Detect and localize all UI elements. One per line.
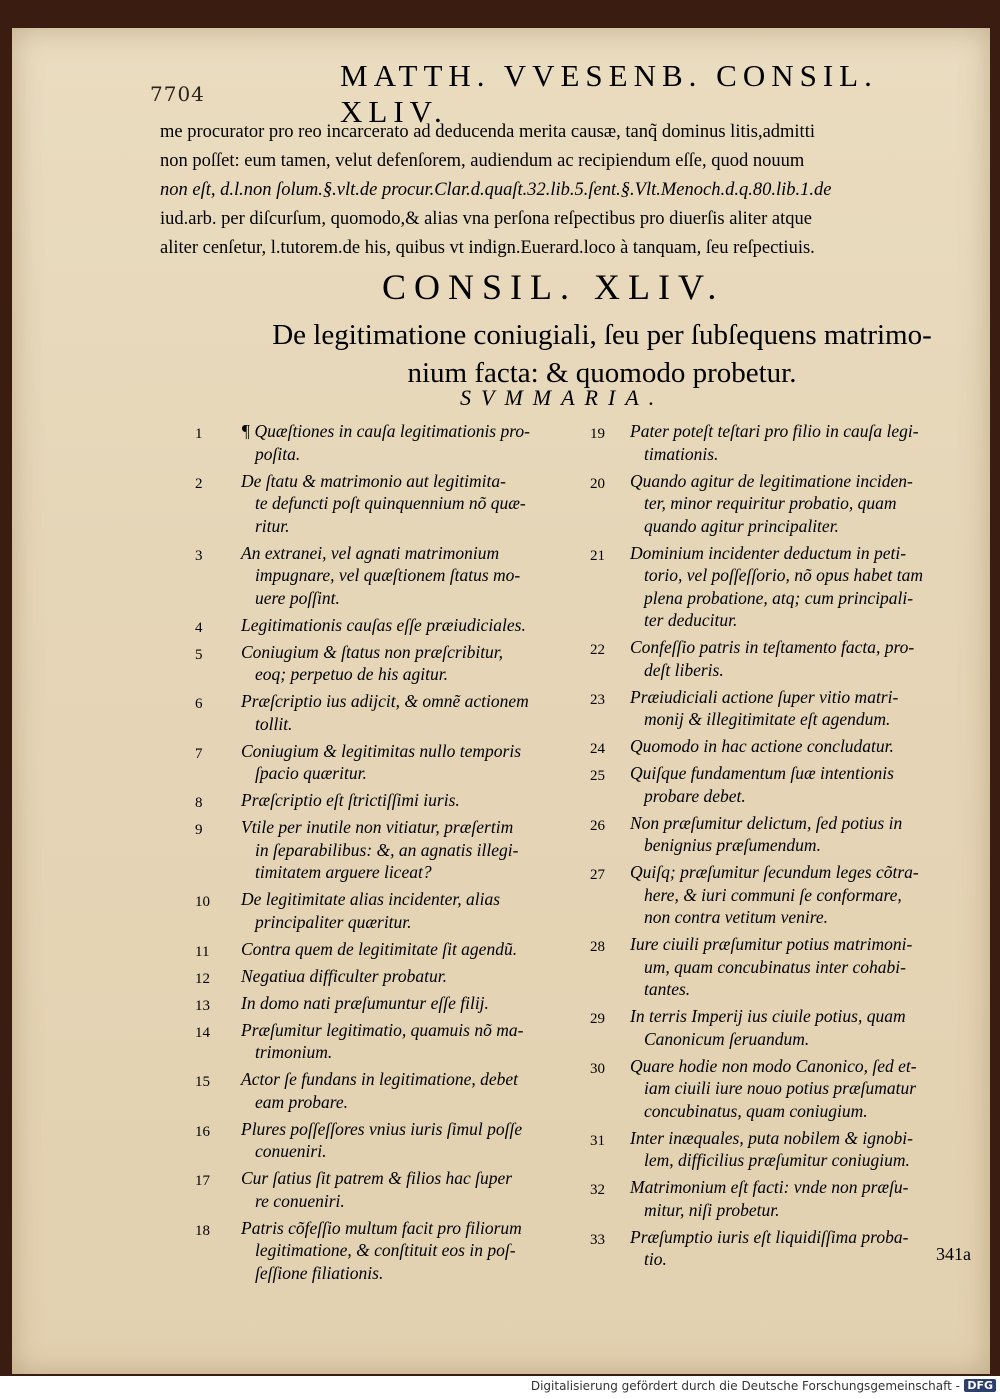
summary-entry-line: mitur, niſi probetur. [644, 1199, 780, 1220]
summary-entry-number: 29 [590, 1011, 605, 1027]
summary-entry-number: 31 [590, 1132, 605, 1149]
intro-paragraph [160, 118, 960, 263]
summary-entry-line: Cur ſatius ſit patrem & filios hac ſuper [241, 1168, 513, 1188]
subject-line: De legitimatione coniugiali, ſeu per ſubſequens matrimo- [272, 319, 932, 351]
summary-entry-line: uere poſſint. [255, 587, 340, 608]
summary-entry-line: In domo nati præſumuntur eſſe filij. [241, 992, 489, 1013]
summary-entry-line: Coniugium & legitimitas nullo temporis [241, 740, 522, 761]
summary-entry-line: probare debet. [644, 785, 746, 806]
summary-entry-line: Pater poteſt teſtari pro filio in cauſa legi- [630, 421, 919, 441]
funding-credit: Digitalisierung gefördert durch die Deutsche Forschungsgemeinschaft - [530, 1379, 960, 1393]
intro-line: non eſt, d.l.non ſolum.§.vlt.de procur.Clar.d.quaſt.32.lib.5.ſent.§.Vlt.Menoch.d.q.80.lib.1.de [160, 180, 832, 200]
summary-entry-line: Quando agitur de legitimatione inciden- [630, 470, 913, 491]
summary-entry-line: torio, vel poſſeſſorio, nõ opus habet tam [644, 565, 924, 585]
summary-entry-number: 17 [195, 1173, 210, 1189]
summary-entry-text [241, 614, 605, 637]
intro-line: iud.arb. per diſcurſum, quomodo,& alias vna perſona reſpectibus pro diuerſis aliter atque [160, 209, 812, 229]
summary-entry-number: 2 [195, 475, 203, 492]
summary-entry-text [241, 1167, 605, 1212]
summary-entry-number: 8 [195, 795, 203, 811]
summary-entry-number: 33 [590, 1231, 605, 1248]
summary-entry-line: Actor ſe fundans in legitimatione, debet [241, 1069, 519, 1089]
summary-entry-text [630, 1127, 990, 1172]
summary-entry-text [630, 762, 990, 807]
summary-entry-line: here, & iuri communi ſe conformare, [644, 884, 902, 905]
summary-entry-line: monij & illegitimitate eſt agendum. [644, 709, 891, 729]
summary-entry-line: timationis. [644, 443, 719, 464]
summary-entry-line: tollit. [255, 713, 293, 734]
summary-entry-number: 25 [590, 768, 605, 784]
summary-entry-line: concubinatus, quam coniugium. [644, 1100, 868, 1121]
summaria-heading: SVMMARIA. [460, 385, 665, 410]
summary-entry-number: 16 [195, 1123, 210, 1140]
summary-entry-line: Quomodo in hac actione concludatur. [630, 736, 894, 756]
summary-entry-line: Canonicum ſeruandum. [644, 1028, 810, 1049]
summary-entry-line: impugnare, vel quæſtionem ſtatus mo- [255, 565, 521, 585]
summary-entry-text [630, 686, 990, 731]
summary-entry-text [241, 1217, 605, 1285]
running-head: MATTH. VVESENB. CONSIL. XLIV. [340, 58, 878, 129]
summary-entry-line: Legitimationis cauſas eſſe præiudiciales. [241, 614, 526, 635]
summary-entry-line: principaliter quæritur. [255, 911, 412, 932]
summary-entry-line: lem, difficilius præſumitur coniugium. [644, 1150, 910, 1170]
summary-entry-line: Quare hodie non modo Canonico, ſed et- [630, 1055, 917, 1076]
summary-entry-line: um, quam concubinatus inter cohabi- [644, 956, 906, 977]
summary-entry-text [630, 420, 990, 465]
summary-entry-line: quando agitur principaliter. [644, 515, 839, 536]
summary-entry-line: Confeſſio patris in teſtamento facta, pro- [630, 637, 915, 657]
summary-entry-line: Dominium incidenter deductum in peti- [630, 542, 907, 563]
summary-entry-line: Negatiua difficulter probatur. [241, 965, 447, 986]
summary-entry-line: ¶ Quæſtiones in cauſa legitimationis pro- [241, 421, 530, 441]
summary-entry-line: re conueniri. [255, 1190, 345, 1211]
summary-entry-line: Patris cõfeſſio multum facit pro filiorum [241, 1217, 522, 1238]
summary-entry-text [630, 470, 990, 538]
summary-entry-line: ſeſſione filiationis. [255, 1262, 384, 1283]
summary-entry-line: tio. [644, 1249, 667, 1269]
summary-entry-line: Coniugium & ſtatus non præſcribitur, [241, 641, 504, 662]
summary-entry-line: trimonium. [255, 1042, 333, 1062]
summary-entry-text [630, 861, 990, 929]
summary-entry-text [241, 965, 605, 988]
summary-entry-text [241, 690, 605, 735]
summary-entry-line: poſita. [255, 443, 301, 464]
consilium-title: CONSIL. XLIV. [382, 267, 725, 307]
summary-entry-text [630, 812, 990, 857]
summary-entry-number: 12 [195, 970, 210, 987]
summary-entry-line: Contra quem de legitimitate ſit agendũ. [241, 938, 518, 959]
subject-line: nium facta: & quomodo probetur. [407, 357, 797, 389]
summary-entry-text [630, 636, 990, 681]
summary-entry-text [241, 1118, 605, 1163]
summary-entry-number: 7 [195, 745, 203, 762]
summary-entry-number: 30 [590, 1060, 605, 1077]
summary-entry-number: 19 [590, 426, 605, 442]
summary-entry-number: 21 [590, 547, 605, 564]
summary-entry-text [630, 1005, 990, 1050]
summary-entry-line: Iure ciuili præſumitur potius matrimoni- [630, 934, 913, 954]
summary-entry-line: An extranei, vel agnati matrimonium [241, 542, 500, 563]
intro-line: non poſſet: eum tamen, velut defenſorem, audiendum ac recipiendum eſſe, quod nouum [160, 151, 805, 171]
summary-entry-number: 20 [590, 475, 605, 492]
summary-entry-text [241, 816, 605, 884]
consilium-subject [232, 316, 972, 392]
summary-entry-line: eam probare. [255, 1091, 348, 1112]
summary-entry-line: eoq; perpetuo de his agitur. [255, 664, 448, 684]
summary-entry-number: 22 [590, 642, 605, 658]
summary-entry-number: 10 [195, 894, 210, 910]
summary-entry-line: iam ciuili iure nouo potius præſumatur [644, 1078, 917, 1098]
summary-entry-number: 23 [590, 691, 605, 708]
summary-entry-number: 28 [590, 939, 605, 955]
summary-entry-number: 26 [590, 817, 605, 834]
summary-entry-number: 1 [195, 426, 203, 442]
summary-entry-line: benignius præſumendum. [644, 835, 821, 855]
summary-entry-number: 11 [195, 943, 210, 960]
summary-entry-number: 6 [195, 696, 203, 712]
summary-entry-line: Præſcriptio ius adijcit, & omnẽ actionem [241, 691, 529, 711]
summary-entry-line: Præiudiciali actione ſuper vitio matri- [630, 686, 899, 707]
summary-entry-line: Plures poſſeſſores vnius iuris ſimul poſſe [241, 1118, 523, 1139]
summary-entry-text [241, 740, 605, 785]
summary-entry-line: Quiſq; præſumitur ſecundum leges cõtra- [630, 862, 919, 882]
summary-entry-text [241, 542, 605, 610]
summary-entry-line: legitimatione, & conſtituit eos in poſ- [255, 1240, 516, 1260]
summary-entry-number: 4 [195, 619, 203, 636]
summary-entry-number: 5 [195, 646, 203, 663]
intro-line: me procurator pro reo incarcerato ad deducenda merita causæ, tanq̃ dominus litis,admitti [160, 122, 815, 142]
summary-entry-line: tantes. [644, 979, 691, 999]
summary-entry-line: De ſtatu & matrimonio aut legitimita- [241, 470, 506, 491]
summary-entry-line: non contra vetitum venire. [644, 907, 829, 927]
summary-entry-line: in ſeparabilibus: &, an agnatis illegi- [255, 839, 519, 860]
summary-entry-line: Quiſque fundamentum ſuæ intentionis [630, 763, 894, 783]
summary-entry-line: ter, minor requiritur probatio, quam [644, 493, 897, 513]
summary-entry-line: timitatem arguere liceat? [255, 862, 432, 882]
summary-entry-number: 32 [590, 1182, 605, 1198]
summary-entry-text [241, 789, 605, 812]
digitization-footer [0, 1376, 1000, 1399]
summary-entry-line: te defuncti poſt quinquennium nõ quæ- [255, 493, 526, 513]
summary-entry-text [241, 1068, 605, 1113]
page-header [150, 58, 950, 129]
folio-number: 7704 [150, 82, 205, 106]
catchword: 341a [936, 1244, 971, 1264]
summary-entry-line: In terris Imperij ius ciuile potius, quam [630, 1006, 906, 1026]
summary-entry-text [241, 470, 605, 538]
summary-entry-text [241, 641, 605, 686]
summary-entry-number: 3 [195, 547, 203, 564]
summary-entry-text [241, 888, 605, 933]
summary-entry-number: 27 [590, 867, 605, 883]
summary-entry-line: Inter inæquales, puta nobilem & ignobi- [630, 1127, 913, 1148]
summary-entry-line: Præſumitur legitimatio, quamuis nõ ma- [241, 1019, 524, 1040]
summary-entry-text [241, 420, 605, 465]
summary-entry-text [630, 542, 990, 632]
summary-entry-line: ter deducitur. [644, 610, 738, 630]
summary-entry-line: Præſcriptio eſt ſtrictiſſimi iuris. [241, 790, 460, 810]
summary-entry-text [630, 735, 990, 758]
summary-entry-text [241, 938, 605, 961]
summary-entry-line: ſpacio quæritur. [255, 763, 367, 783]
summary-entry-number: 15 [195, 1074, 210, 1090]
summary-entry-number: 24 [590, 741, 605, 757]
intro-line: aliter cenſetur, l.tutorem.de his, quibus vt indign.Euerard.loco à tanquam, ſeu reſpectiuis. [160, 238, 815, 258]
summary-entry-line: Vtile per inutile non vitiatur, præſertim [241, 817, 514, 837]
summary-entry-line: Præſumptio iuris eſt liquidiſſima proba- [630, 1226, 909, 1247]
summary-entry-text [241, 992, 605, 1015]
summary-entry-line: deſt liberis. [644, 659, 724, 680]
summary-entry-line: ritur. [255, 515, 290, 536]
summary-entry-text [630, 933, 990, 1001]
summary-entry-text [241, 1019, 605, 1064]
summary-entry-line: De legitimitate alias incidenter, alias [241, 889, 501, 909]
summary-entry-number: 14 [195, 1024, 210, 1041]
summary-entry-text [630, 1176, 990, 1221]
summary-entry-line: conueniri. [255, 1141, 327, 1161]
summary-entry-number: 18 [195, 1222, 210, 1239]
summary-entry-number: 9 [195, 822, 203, 838]
summary-entry-line: plena probatione, atq; cum principali- [644, 587, 914, 608]
dfg-logo: DFG [964, 1379, 996, 1392]
summary-entry-text [630, 1055, 990, 1123]
summary-entry-number: 13 [195, 997, 210, 1014]
summary-entry-line: Non præſumitur delictum, ſed potius in [630, 812, 903, 833]
summary-entry-line: Matrimonium eſt facti: vnde non præſu- [630, 1177, 909, 1197]
